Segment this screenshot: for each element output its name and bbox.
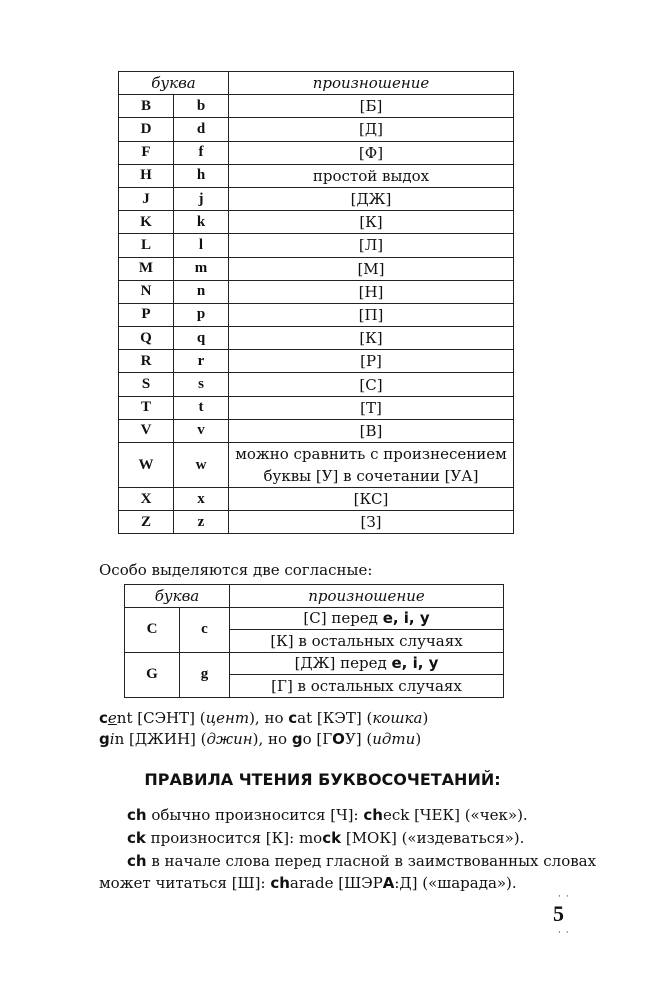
letter-upper: W (119, 443, 174, 488)
letter-lower: c (180, 607, 230, 652)
header-pronunciation: произношение (230, 585, 504, 608)
letter-lower: p (174, 303, 229, 326)
rule-ch-loan-cont: может читаться [Ш]: charade [ШЭРА:Д] («шарада»). (99, 874, 517, 892)
table-row (119, 327, 514, 350)
letter-lower: h (174, 164, 229, 187)
pronunciation: [В] (229, 419, 514, 442)
pronunciation: [К] (229, 211, 514, 234)
page-number: 5 (553, 901, 564, 926)
example-line-c: cent [СЭНТ] (цент), но cat [КЭТ] (кошка) (99, 709, 429, 727)
table-row (119, 141, 514, 164)
header-letter: буква (125, 585, 230, 608)
section-heading: ПРАВИЛА ЧТЕНИЯ БУКВОСОЧЕТАНИЙ: (144, 770, 501, 789)
letter-upper: C (125, 607, 180, 652)
pronunciation: [К] (229, 327, 514, 350)
letter-upper: H (119, 164, 174, 187)
letter-upper: K (119, 211, 174, 234)
letter-upper: P (119, 303, 174, 326)
header-letter: буква (119, 72, 229, 95)
letter-lower: m (174, 257, 229, 280)
rule-ch-loan: ch в начале слова перед гласной в заимствованных словах (127, 852, 597, 870)
pronunciation: [Н] (229, 280, 514, 303)
table-row (119, 443, 514, 488)
letter-lower: d (174, 118, 229, 141)
letter-lower: w (174, 443, 229, 488)
pronunciation: [М] (229, 257, 514, 280)
letter-lower: b (174, 95, 229, 118)
table-row (119, 164, 514, 187)
letter-upper: R (119, 350, 174, 373)
pronunciation: [ДЖ] перед e, i, y (230, 652, 504, 675)
letter-lower: g (180, 652, 230, 697)
table-row (119, 350, 514, 373)
table-row (119, 488, 514, 511)
pronunciation: [ДЖ] (229, 187, 514, 210)
pronunciation: [Ф] (229, 141, 514, 164)
letter-lower: q (174, 327, 229, 350)
letter-lower: t (174, 396, 229, 419)
table-row (119, 280, 514, 303)
letter-upper: J (119, 187, 174, 210)
rule-ch: ch обычно произносится [Ч]: check [ЧЕК] («чек»). (127, 806, 528, 824)
letter-upper: Q (119, 327, 174, 350)
table-row (119, 373, 514, 396)
table-row (119, 303, 514, 326)
letter-upper: D (119, 118, 174, 141)
letter-upper: V (119, 419, 174, 442)
table-row (119, 95, 514, 118)
letter-upper: F (119, 141, 174, 164)
table-row (119, 419, 514, 442)
letter-lower: n (174, 280, 229, 303)
letter-lower: k (174, 211, 229, 234)
pronunciation: [КС] (229, 488, 514, 511)
table-row (119, 396, 514, 419)
letter-upper: Z (119, 511, 174, 534)
letter-upper: S (119, 373, 174, 396)
pronunciation: [Д] (229, 118, 514, 141)
letter-upper: X (119, 488, 174, 511)
table-row (119, 511, 514, 534)
pronunciation: [Л] (229, 234, 514, 257)
letter-lower: z (174, 511, 229, 534)
letter-upper: B (119, 95, 174, 118)
pronunciation: [З] (229, 511, 514, 534)
table-row (119, 211, 514, 234)
pronunciation: [С] (229, 373, 514, 396)
letter-lower: v (174, 419, 229, 442)
table-row (119, 234, 514, 257)
letter-upper: T (119, 396, 174, 419)
letter-upper: N (119, 280, 174, 303)
letter-upper: L (119, 234, 174, 257)
pronunciation: [П] (229, 303, 514, 326)
example-line-g: gin [ДЖИН] (джин), но go [ГОУ] (идти) (99, 730, 422, 748)
pronunciation: [Р] (229, 350, 514, 373)
pronunciation: [Г] в остальных случаях (230, 675, 504, 698)
special-consonants-table (124, 584, 504, 698)
pronunciation: [Т] (229, 396, 514, 419)
pronunciation: [С] перед e, i, y (230, 607, 504, 630)
letter-upper: M (119, 257, 174, 280)
pronunciation: можно сравнить с произнесением буквы [У] в сочетании [УА] (229, 443, 514, 488)
letter-lower: x (174, 488, 229, 511)
pronunciation: [К] в остальных случаях (230, 630, 504, 653)
letter-lower: j (174, 187, 229, 210)
letter-upper: G (125, 652, 180, 697)
table-row (119, 257, 514, 280)
letter-lower: l (174, 234, 229, 257)
pronunciation: простой выдох (229, 164, 514, 187)
letter-lower: r (174, 350, 229, 373)
subtitle: Особо выделяются две согласные: (99, 561, 373, 579)
letter-lower: s (174, 373, 229, 396)
rule-ck: ck произносится [К]: mock [МОК] («издеваться»). (127, 829, 525, 847)
table-row (119, 187, 514, 210)
table-row (119, 118, 514, 141)
header-pronunciation: произношение (229, 72, 514, 95)
page-ornament-bottom: ·· (558, 928, 574, 938)
pronunciation: [Б] (229, 95, 514, 118)
alphabet-table (118, 71, 514, 534)
letter-lower: f (174, 141, 229, 164)
page-ornament-top: ·· (558, 892, 574, 902)
